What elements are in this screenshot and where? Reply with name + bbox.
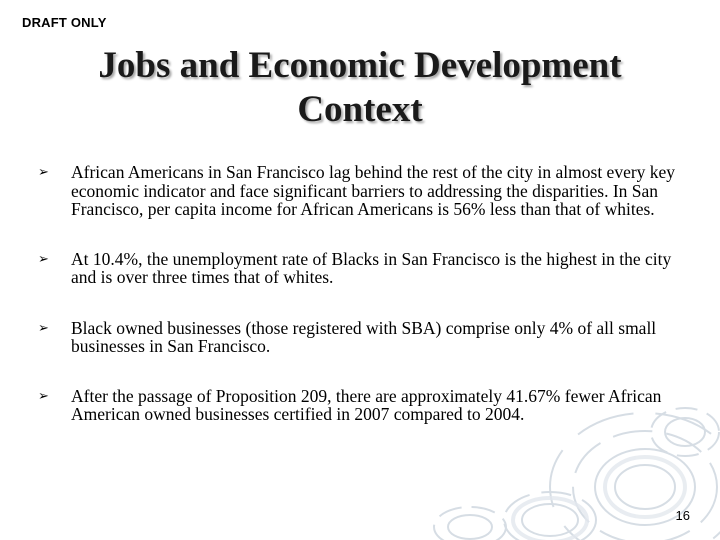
bullet-text: Black owned businesses (those registered with SBA) comprise only 4% of all small businesses in San Francisco. <box>71 317 657 356</box>
arrow-bullet-icon: ➢ <box>38 251 49 267</box>
arrow-bullet-icon: ➢ <box>38 320 49 336</box>
bullet-item <box>38 319 688 356</box>
bullet-text: African Americans in San Francisco lag behind the rest of the city in almost every key economic indicator and face significant barriers to addressing the disparities. In San Francisco, per capita income for African Americans is 56% less than that of whites. <box>71 162 676 219</box>
bullet-text: After the passage of Proposition 209, there are approximately 41.67% fewer African American owned businesses certified in 2007 compared to 2004. <box>71 385 662 424</box>
page-number: 16 <box>675 508 690 523</box>
bullet-item <box>38 163 688 219</box>
arrow-bullet-icon: ➢ <box>38 388 49 404</box>
bullet-text: At 10.4%, the unemployment rate of Blacks in San Francisco is the highest in the city and is over three times that of whites. <box>71 248 672 287</box>
arrow-bullet-icon: ➢ <box>38 165 49 180</box>
slide-title: Jobs and Economic Development Context <box>98 45 622 130</box>
bullet-item <box>38 250 688 287</box>
draft-label: DRAFT ONLY <box>22 15 107 30</box>
bullet-list <box>38 163 688 424</box>
